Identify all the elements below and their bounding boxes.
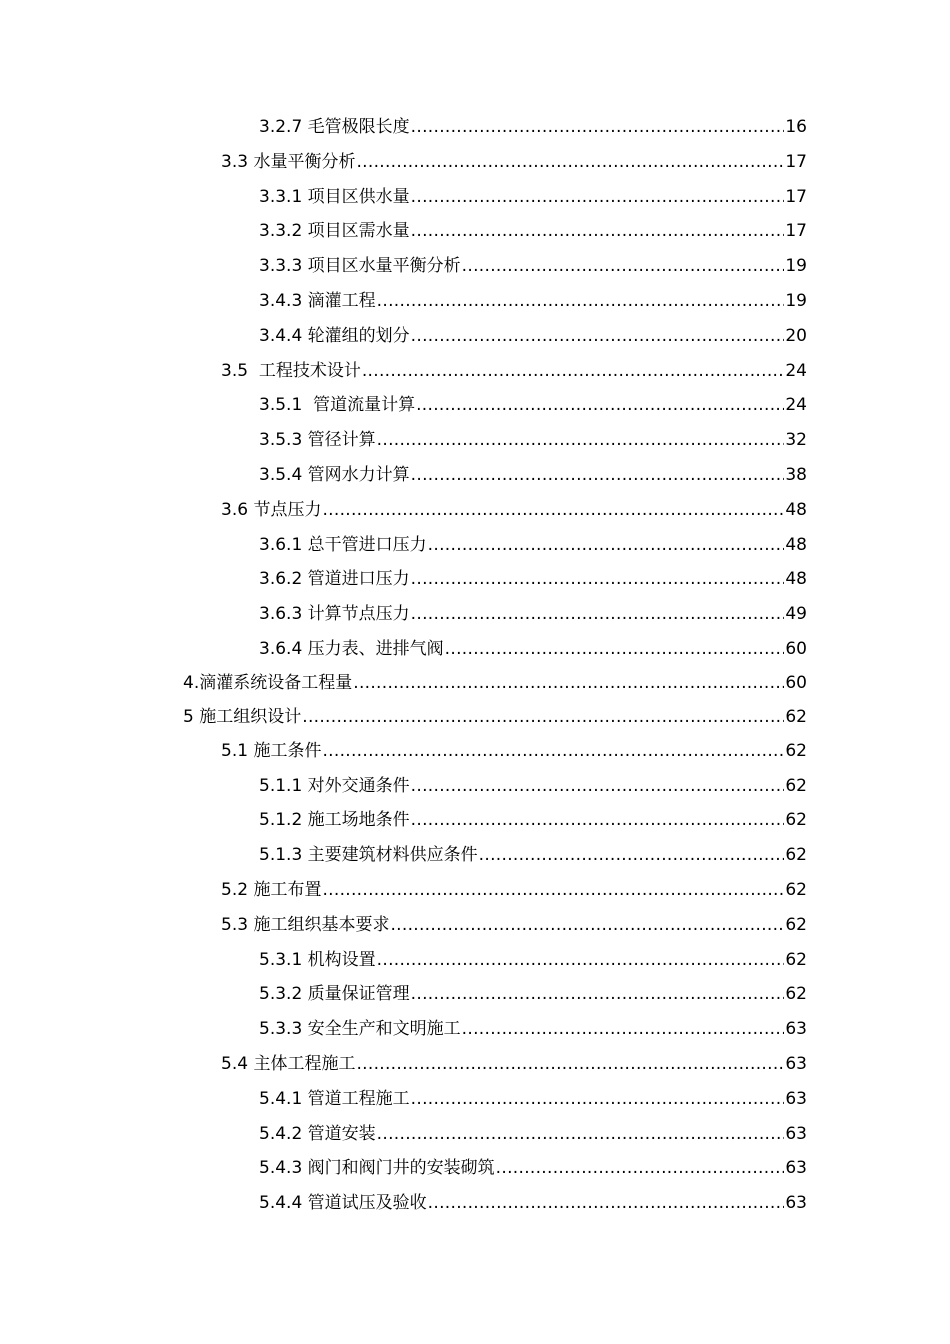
toc-entry-label: 3.6 节点压力 [221,495,322,525]
toc-entry[interactable] [221,910,807,940]
toc-entry-label: 3.6.4 压力表、进排气阀 [259,634,445,664]
toc-entry-label: 5.1.3 主要建筑材料供应条件 [259,840,479,870]
toc-leader-dots [411,182,784,212]
toc-entry-page: 62 [785,950,807,970]
toc-entry[interactable] [183,702,807,732]
toc-leader-dots [411,321,784,351]
toc-leader-dots [411,564,784,594]
toc-entry[interactable] [259,390,807,420]
toc-leader-dots [411,216,784,246]
toc-entry[interactable] [259,321,807,351]
toc-entry-label: 3.3.2 项目区需水量 [259,216,411,246]
toc-entry-label: 3.4.4 轮灌组的划分 [259,321,411,351]
toc-entry-label: 5 施工组织设计 [183,702,302,732]
toc-entry[interactable] [259,979,807,1009]
toc-entry[interactable] [221,875,807,905]
toc-entry-label: 3.3 水量平衡分析 [221,147,356,177]
toc-leader-dots [377,286,784,316]
toc-entry-page: 62 [785,845,807,865]
toc-entry[interactable] [259,1014,807,1044]
toc-entry-page: 20 [785,326,807,346]
toc-entry-label: 5.1 施工条件 [221,736,322,766]
toc-entry-page: 17 [785,152,807,172]
toc-entry[interactable] [259,599,807,629]
toc-entry-page: 63 [785,1193,807,1213]
toc-entry-label: 3.6.1 总干管进口压力 [259,530,428,560]
toc-leader-dots [377,425,784,455]
toc-entry-label: 3.5.3 管径计算 [259,425,377,455]
toc-entry[interactable] [221,495,807,525]
toc-entry-label: 5.4 主体工程施工 [221,1049,356,1079]
toc-entry-page: 62 [785,810,807,830]
toc-entry-page: 17 [785,187,807,207]
toc-entry-page: 60 [785,639,807,659]
toc-entry[interactable] [259,1084,807,1114]
toc-leader-dots [428,530,784,560]
toc-leader-dots [411,599,784,629]
toc-entry-page: 62 [785,915,807,935]
toc-leader-dots [479,840,784,870]
toc-entry-page: 38 [785,465,807,485]
toc-leader-dots [462,1014,784,1044]
toc-entry[interactable] [259,251,807,281]
toc-entry[interactable] [183,668,807,698]
toc-entry-label: 5.3.3 安全生产和文明施工 [259,1014,462,1044]
toc-entry-label: 3.2.7 毛管极限长度 [259,112,411,142]
toc-leader-dots [353,668,784,698]
toc-entry-label: 5.3 施工组织基本要求 [221,910,390,940]
toc-entry[interactable] [259,805,807,835]
toc-entry-label: 5.1.2 施工场地条件 [259,805,411,835]
toc-leader-dots [411,771,784,801]
toc-entry-page: 62 [785,776,807,796]
toc-entry-label: 3.3.1 项目区供水量 [259,182,411,212]
toc-entry-label: 5.4.4 管道试压及验收 [259,1188,428,1218]
toc-entry-page: 48 [785,569,807,589]
toc-entry-page: 62 [785,741,807,761]
toc-entry-label: 3.3.3 项目区水量平衡分析 [259,251,462,281]
toc-entry-page: 16 [785,117,807,137]
toc-leader-dots [322,875,784,905]
toc-entry-label: 3.5.1 管道流量计算 [259,390,416,420]
toc-entry-label: 5.3.1 机构设置 [259,945,377,975]
toc-entry-label: 3.6.2 管道进口压力 [259,564,411,594]
toc-entry-page: 24 [785,361,807,381]
toc-entry-page: 24 [785,395,807,415]
toc-entry[interactable] [259,1153,807,1183]
toc-entry-label: 5.1.1 对外交通条件 [259,771,411,801]
toc-entry[interactable] [259,460,807,490]
toc-entry-page: 63 [785,1124,807,1144]
toc-entry-label: 3.4.3 滴灌工程 [259,286,377,316]
toc-entry-page: 32 [785,430,807,450]
toc-entry[interactable] [259,530,807,560]
toc-entry-label: 5.3.2 质量保证管理 [259,979,411,1009]
toc-entry[interactable] [259,1119,807,1149]
toc-entry[interactable] [259,1188,807,1218]
toc-leader-dots [445,634,784,664]
toc-entry[interactable] [221,1049,807,1079]
toc-leader-dots [411,1084,784,1114]
toc-entry[interactable] [259,945,807,975]
toc-leader-dots [411,112,784,142]
toc-entry-page: 48 [785,535,807,555]
toc-entry-page: 63 [785,1019,807,1039]
toc-leader-dots [390,910,784,940]
toc-entry[interactable] [259,425,807,455]
toc-entry-page: 62 [785,984,807,1004]
toc-leader-dots [416,390,784,420]
toc-entry-label: 5.4.2 管道安装 [259,1119,377,1149]
toc-entry-label: 5.4.3 阀门和阀门井的安装砌筑 [259,1153,496,1183]
toc-entry[interactable] [259,564,807,594]
toc-entry-label: 4.滴灌系统设备工程量 [183,668,353,698]
toc-leader-dots [356,1049,784,1079]
toc-entry[interactable] [259,182,807,212]
toc-leader-dots [411,979,784,1009]
toc-entry-label: 3.5 工程技术设计 [221,356,362,386]
toc-entry-label: 5.4.1 管道工程施工 [259,1084,411,1114]
toc-leader-dots [302,702,784,732]
toc-entry[interactable] [221,736,807,766]
toc-entry-page: 60 [785,673,807,693]
toc-entry-page: 19 [785,256,807,276]
toc-leader-dots [411,805,784,835]
toc-entry-page: 62 [785,707,807,727]
toc-entry-page: 17 [785,221,807,241]
toc-entry-label: 3.5.4 管网水力计算 [259,460,411,490]
toc-entry-page: 63 [785,1054,807,1074]
toc-entry[interactable] [259,216,807,246]
toc-entry[interactable] [259,286,807,316]
toc-leader-dots [428,1188,784,1218]
toc-leader-dots [411,460,784,490]
toc-entry-label: 3.6.3 计算节点压力 [259,599,411,629]
toc-entry-page: 19 [785,291,807,311]
toc-entry-page: 49 [785,604,807,624]
toc-leader-dots [322,495,784,525]
toc-entry[interactable] [259,634,807,664]
toc-entry[interactable] [259,771,807,801]
toc-leader-dots [377,1119,784,1149]
toc-entry[interactable] [259,840,807,870]
toc-leader-dots [462,251,784,281]
toc-entry-page: 48 [785,500,807,520]
toc-entry-page: 63 [785,1089,807,1109]
toc-entry-label: 5.2 施工布置 [221,875,322,905]
toc-leader-dots [377,945,784,975]
toc-entry[interactable] [221,356,807,386]
toc-leader-dots [362,356,784,386]
toc-entry[interactable] [259,112,807,142]
toc-entry[interactable] [221,147,807,177]
toc-entry-page: 62 [785,880,807,900]
toc-entry-page: 63 [785,1158,807,1178]
toc-leader-dots [496,1153,784,1183]
toc-leader-dots [322,736,784,766]
toc-leader-dots [356,147,784,177]
